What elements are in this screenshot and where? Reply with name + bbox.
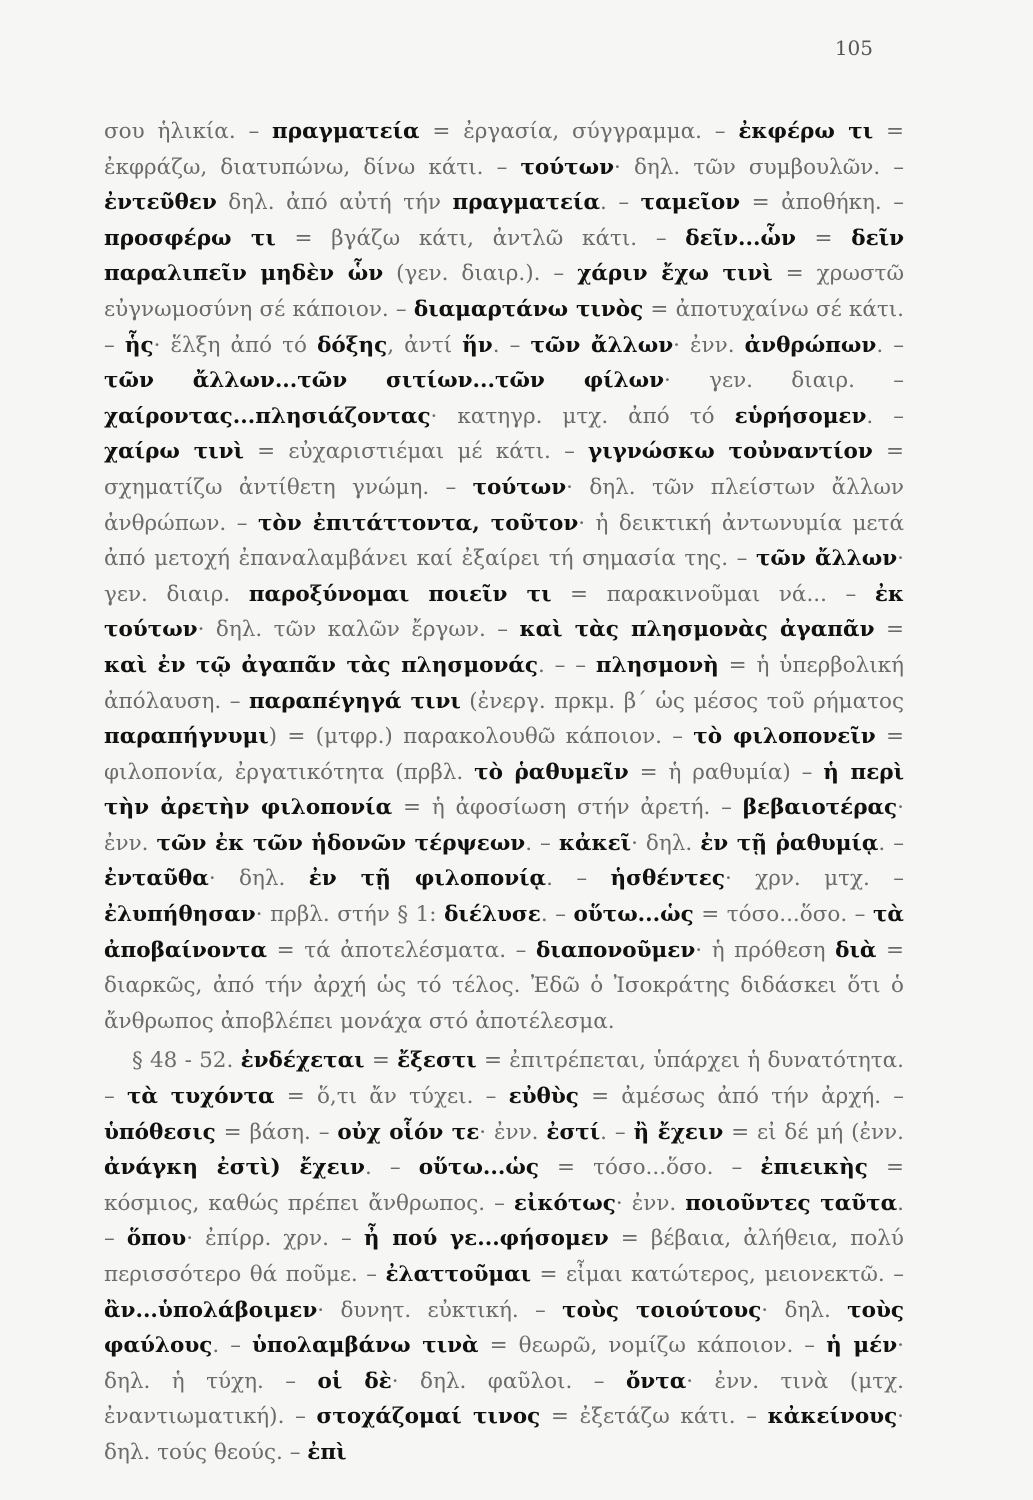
lemma-term: χαίροντας...πλησιάζοντας <box>104 403 431 429</box>
lemma-term: τῶν ἐκ τῶν ἡδονῶν τέρψεων <box>156 830 526 856</box>
lemma-term: διαμαρτάνω τινὸς <box>413 296 644 322</box>
lemma-term: διαπονοῦμεν <box>535 937 696 963</box>
gloss-text: = θεωρῶ, νομίζω κάποιον. – <box>478 1333 827 1359</box>
lemma-term: πλησμονὴ <box>595 652 719 678</box>
lemma-term: δεῖν...ὧν <box>685 225 796 251</box>
gloss-text: · δηλ. τῶν καλῶν ἔργων. – <box>197 617 520 643</box>
gloss-text: = ἡ ὑπερβολική ἀπόλαυση. – <box>104 652 904 714</box>
gloss-text: · κατηγρ. μτχ. ἀπό τό <box>430 403 735 429</box>
gloss-text: = τόσο...ὅσο. – <box>693 902 873 928</box>
gloss-text: = ἐξετάζω κάτι. – <box>540 1404 768 1430</box>
lemma-term: διὰ <box>835 937 877 963</box>
lemma-term: πραγματεία <box>272 119 420 144</box>
lemma-term: τούτων <box>520 154 615 180</box>
lemma-term: οὐχ οἷόν τε <box>337 1119 480 1145</box>
page-number: 105 <box>834 36 873 60</box>
lemma-term: τὰ ἀποβαίνοντα <box>104 902 904 963</box>
lemma-term: καὶ ἐν τῷ ἀγαπᾶν τὰς πλησμονάς <box>104 652 538 678</box>
gloss-text: · δηλ. φαῦλοι. – <box>391 1368 626 1394</box>
lemma-term: ἡ μέν <box>826 1333 898 1359</box>
lemma-term: ἐντεῦθεν <box>104 190 217 216</box>
gloss-text: = ἡ ραθυμία) – <box>628 759 824 785</box>
lemma-term: ὄντα <box>625 1368 687 1394</box>
lemma-term: ἐπὶ <box>307 1439 347 1465</box>
gloss-text: · ἐνν. <box>673 332 745 358</box>
lemma-term: ἔξεστι <box>397 1048 477 1074</box>
gloss-text: = ἡ ἀφοσίωση στήν ἀρετή. – <box>392 795 743 821</box>
lemma-term: ποιοῦντες ταῦτα <box>685 1190 898 1216</box>
gloss-text: . – <box>876 332 904 358</box>
lemma-term: πραγματεία <box>452 190 600 216</box>
gloss-text: . – <box>866 403 904 429</box>
gloss-text: = εἶμαι κατώτερος, μειονεκτῶ. – <box>531 1262 904 1287</box>
gloss-text: = φιλοπονία, ἐργατικότητα (πρβλ. <box>104 724 904 785</box>
gloss-text: . – <box>600 190 641 216</box>
lemma-term: οἱ δὲ <box>317 1368 392 1394</box>
lemma-term: ἦ πού γε...φήσομεν <box>363 1226 609 1252</box>
gloss-text: . – <box>212 1333 252 1359</box>
lemma-term: ἀνθρώπων <box>744 332 877 358</box>
gloss-text: , ἀντί <box>387 332 463 358</box>
gloss-text: = σχηματίζω ἀντίθετη γνώμη. – <box>104 439 904 500</box>
gloss-text: · γεν. διαιρ. – <box>664 368 904 394</box>
gloss-text: = ἐργασία, σύγγραμμα. – <box>419 119 739 144</box>
gloss-text: = διαρκῶς, ἀπό τήν ἀρχή ὡς τό τέλος. Ἐδῶ ὁ Ἰσοκράτης διδάσκει ὅτι ὁ ἄνθρωπος ἀποβλέπει μονάχα στό ἀποτέλεσμα. <box>104 937 905 1034</box>
gloss-text: = βγάζω κάτι, ἀντλῶ κάτι. – <box>275 225 686 251</box>
gloss-text: · ἐπίρρ. χρν. – <box>186 1226 364 1252</box>
gloss-text: · δηλ. <box>631 830 701 856</box>
gloss-text: δηλ. ἀπό αὐτή τήν <box>216 190 453 216</box>
lemma-term: ἧς <box>124 332 154 358</box>
lemma-term: ἐν τῇ φιλοπονίᾳ <box>308 866 547 892</box>
lemma-term: ἐκφέρω τι <box>738 119 874 144</box>
lemma-term: ὅπου <box>126 1226 187 1252</box>
lemma-term: τῶν ἄλλων <box>755 546 898 572</box>
gloss-text: · ἐνν. τινὰ (μτχ. ἐναντιωματική). – <box>104 1368 905 1430</box>
gloss-text: = ἀποτυχαίνω σέ κάτι. – <box>104 296 904 358</box>
gloss-text: σου ἡλικία. – <box>104 119 273 144</box>
gloss-text: = τά ἀποτελέσματα. – <box>267 937 536 963</box>
lemma-term: παροξύνομαι ποιεῖν τι <box>248 581 552 607</box>
gloss-text: . – <box>492 332 531 358</box>
paragraph <box>104 114 904 1039</box>
gloss-text: . – <box>104 1190 905 1252</box>
lemma-term: διέλυσε <box>444 902 541 928</box>
gloss-text: = <box>795 225 852 251</box>
lemma-term: ἂν...ὑπολάβοιμεν <box>104 1297 318 1323</box>
gloss-text: · δηλ. <box>208 866 309 892</box>
gloss-text: . – <box>878 830 904 856</box>
lemma-term: κἀκείνους <box>767 1404 898 1430</box>
gloss-text: = βάση. – <box>215 1119 338 1145</box>
lemma-term: ἐνταῦθα <box>104 866 209 892</box>
gloss-text: = <box>364 1048 398 1074</box>
gloss-text: ) = (μτφρ.) παρακολουθῶ κάποιον. – <box>268 724 694 750</box>
lemma-term: τὸ ῥαθυμεῖν <box>474 759 629 785</box>
lemma-term: ὑπολαμβάνω τινὰ <box>252 1333 479 1359</box>
lemma-term: στοχάζομαί τινος <box>316 1404 541 1430</box>
lemma-term: ἐκ τούτων <box>104 581 904 643</box>
lemma-term: τοὺς φαύλους <box>104 1297 904 1359</box>
lemma-term: ἢ ἔχειν <box>633 1119 724 1145</box>
lemma-term: χαίρω τινὶ <box>104 439 244 465</box>
lemma-term: τὸν ἐπιτάττοντα, τοῦτον <box>257 510 579 536</box>
gloss-text: · ἡ πρόθεση <box>695 937 836 963</box>
gloss-text: · γεν. διαιρ. <box>104 546 904 607</box>
gloss-text: . – <box>364 1155 419 1181</box>
paragraph <box>104 1043 904 1470</box>
gloss-text: = κόσμιος, καθώς πρέπει ἄνθρωπος. – <box>104 1155 904 1216</box>
lemma-term: βεβαιοτέρας <box>742 795 898 821</box>
lemma-term: ἀνάγκη ἐστὶ) ἔχειν <box>104 1155 365 1181</box>
lemma-term: τοὺς τοιούτους <box>562 1297 762 1323</box>
gloss-text: · δηλ. τῶν συμβουλῶν. – <box>614 154 904 180</box>
gloss-text: · δηλ. <box>761 1297 848 1323</box>
lemma-term: τὰ τυχόντα <box>126 1084 275 1110</box>
gloss-text: . – <box>540 902 574 928</box>
gloss-text: = εἰ δέ μή (ἐνν. <box>723 1119 904 1145</box>
lemma-term: εὑρήσομεν <box>734 403 867 429</box>
gloss-text: = βέβαια, ἀλήθεια, πολύ περισσότερο θά ποῦμε. – <box>104 1226 904 1287</box>
lemma-term: γιγνώσκω τοὐναντίον <box>588 439 873 465</box>
gloss-text: § 48 - 52. <box>132 1048 241 1074</box>
gloss-text: = παρακινοῦμαι νά... – <box>551 581 875 607</box>
gloss-text: (ἐνεργ. πρκμ. β΄ ὡς μέσος τοῦ ρήματος <box>460 688 904 714</box>
gloss-text: . – <box>600 1119 634 1145</box>
lemma-term: οὕτω...ὡς <box>418 1155 539 1181</box>
lemma-term: ταμεῖον <box>640 190 741 216</box>
lemma-term: εὐθὺς <box>508 1084 579 1110</box>
lemma-term: ἐνδέχεται <box>240 1048 365 1074</box>
gloss-text: · δυνητ. εὐκτική. – <box>317 1297 563 1323</box>
lemma-term: ἥν <box>462 332 493 358</box>
lemma-term: καὶ τὰς πλησμονὰς ἀγαπᾶν <box>519 617 875 643</box>
lemma-term: ἡσθέντες <box>610 866 725 892</box>
lemma-term: ἡ περὶ τὴν ἀρετὴν φιλοπονία <box>104 759 904 821</box>
gloss-text: = χρωστῶ εὐγνωμοσύνη σέ κάποιον. – <box>104 261 904 322</box>
lemma-term: οὕτω...ὡς <box>573 902 694 928</box>
gloss-text: · χρν. μτχ. – <box>724 866 904 892</box>
lemma-term: κἀκεῖ <box>558 830 632 856</box>
gloss-text: · ἡ δεικτική ἀντωνυμία μετά ἀπό μετοχή ἐπαναλαμβάνει καί ἐξαίρει τή σημασία της. – <box>104 510 904 572</box>
gloss-text: = ἐπιτρέπεται, ὑπάρχει ἡ δυνατότητα. – <box>104 1048 904 1110</box>
lemma-term: τῶν ἄλλων...τῶν σιτίων...τῶν φίλων <box>104 368 665 394</box>
gloss-text: = εὐχαριστιέμαι μέ κάτι. – <box>243 439 589 465</box>
gloss-text: = τόσο...ὅσο. – <box>538 1155 761 1181</box>
gloss-text: . – – <box>538 652 596 678</box>
lemma-term: τούτων <box>472 474 567 500</box>
commentary-text <box>104 114 904 1471</box>
lemma-term: ἐλυπήθησαν <box>104 902 256 928</box>
gloss-text: = ὅ,τι ἄν τύχει. – <box>274 1084 509 1110</box>
gloss-text: = <box>874 617 904 643</box>
gloss-text: · ἕλξη ἀπό τό <box>153 332 318 358</box>
gloss-text: · ἐνν. <box>615 1190 686 1216</box>
gloss-text: (γεν. διαιρ.). – <box>383 261 578 287</box>
gloss-text: . – <box>546 866 611 892</box>
gloss-text: · δηλ. ἡ τύχη. – <box>104 1333 904 1394</box>
lemma-term: ἐστί <box>546 1119 601 1145</box>
gloss-text: · δηλ. τῶν πλείστων ἄλλων ἀνθρώπων. – <box>104 474 904 536</box>
gloss-text: = ἀποθήκη. – <box>740 190 904 216</box>
gloss-text: = ἀμέσως ἀπό τήν ἀρχή. – <box>578 1084 904 1110</box>
lemma-term: τὸ φιλοπονεῖν <box>693 724 876 750</box>
lemma-term: εἰκότως <box>513 1190 616 1216</box>
lemma-term: δεῖν παραλιπεῖν μηδὲν ὧν <box>104 225 905 287</box>
lemma-term: ἐν τῇ ῥαθυμίᾳ <box>700 830 879 856</box>
lemma-term: ἐπιεικὴς <box>760 1155 868 1181</box>
gloss-text: = ἐκφράζω, διατυπώνω, δίνω κάτι. – <box>104 119 904 180</box>
lemma-term: ἐλαττοῦμαι <box>385 1262 532 1287</box>
lemma-term: ὑπόθεσις <box>104 1119 216 1145</box>
gloss-text: · δηλ. τούς θεούς. – <box>104 1404 905 1465</box>
lemma-term: προσφέρω τι <box>104 225 276 251</box>
lemma-term: παραπέγηγά τινι <box>248 688 461 714</box>
lemma-term: χάριν ἔχω τινὶ <box>577 261 773 287</box>
lemma-term: παραπήγνυμι <box>104 724 269 750</box>
lemma-term: δόξης <box>317 332 388 358</box>
gloss-text: . – <box>525 830 559 856</box>
gloss-text: · ἐνν. <box>479 1119 547 1145</box>
lemma-term: τῶν ἄλλων <box>530 332 674 358</box>
gloss-text: · ἐνν. <box>104 795 904 856</box>
gloss-text: · πρβλ. στήν § 1: <box>255 902 445 928</box>
